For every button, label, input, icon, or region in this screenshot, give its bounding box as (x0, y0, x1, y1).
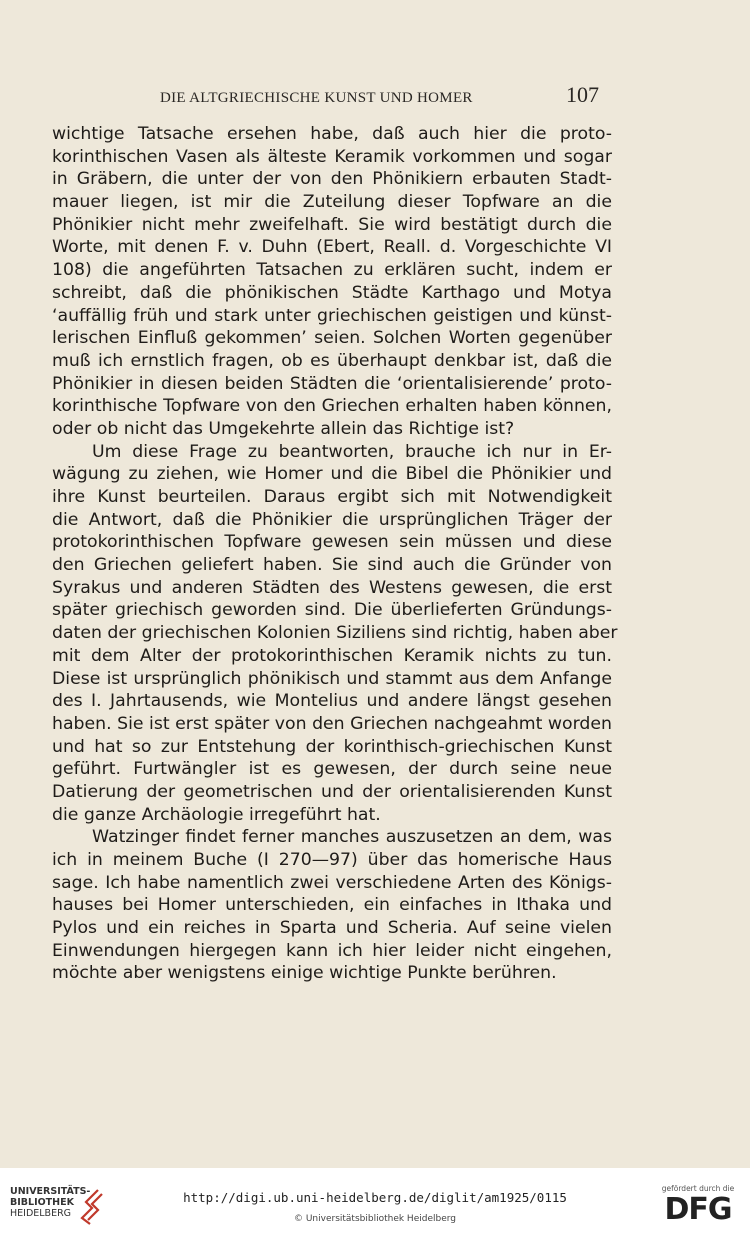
text-line: mauer liegen, ist mir die Zuteilung dieser Topfware an die (52, 192, 612, 213)
text-line: korinthische Topfware von den Griechen erhalten haben können, (52, 396, 612, 417)
text-line: protokorinthischen Topfware gewesen sein müssen und diese (52, 532, 612, 553)
text-line: daten der griechischen Kolonien Siziliens sind richtig, haben aber (52, 623, 618, 644)
text-line: in Gräbern, die unter der von den Phönikiern erbauten Stadt- (52, 169, 612, 190)
text-line: des I. Jahrtausends, wie Montelius und andere längst gesehen (52, 691, 612, 712)
text-line: wichtige Tatsache ersehen habe, daß auch hier die proto- (52, 124, 612, 144)
text-line: Syrakus und anderen Städten des Westens gewesen, die erst (52, 577, 612, 598)
text-line: geführt. Furtwängler ist es gewesen, der durch seine neue (52, 759, 612, 780)
library-name-line2: BIBLIOTHEK (10, 1197, 74, 1208)
text-line: lerischen Einfluß gekommen’ seien. Solchen Worten gegenüber (52, 328, 612, 349)
text-line: die Antwort, daß die Phönikier die ursprünglichen Träger der (52, 509, 612, 530)
text-line: ‘auffällig früh und stark unter griechischen geistigen und künst- (52, 305, 612, 326)
text-line: oder ob nicht das Umgekehrte allein das Richtige ist? (52, 418, 515, 439)
text-line: Datierung der geometrischen und der orientalisierenden Kunst (52, 781, 612, 802)
copyright-notice: © Universitätsbibliothek Heidelberg (293, 1214, 456, 1224)
text-line: mit dem Alter der protokorinthischen Keramik nichts zu tun. (52, 645, 612, 666)
text-line: Phönikier in diesen beiden Städten die ‘orientalisierende’ proto- (52, 373, 612, 394)
dfg-logo[interactable] (660, 1184, 736, 1230)
text-line: 108) die angeführten Tatsachen zu erklären sucht, indem er (52, 260, 612, 281)
text-line: muß ich ernstlich fragen, ob es überhaupt denkbar ist, daß die (52, 350, 612, 371)
library-name-line1: UNIVERSITÄTS- (10, 1186, 91, 1197)
text-line: schreibt, daß die phönikischen Städte Karthago und Motya (52, 282, 612, 303)
text-line: wägung zu ziehen, wie Homer und die Bibel die Phönikier und (52, 464, 612, 485)
footer-bar (0, 1168, 750, 1234)
text-line: ihre Kunst beurteilen. Daraus ergibt sich mit Notwendigkeit (52, 487, 612, 507)
text-line: Einwendungen hiergegen kann ich hier leider nicht eingehen, (52, 940, 612, 961)
library-name-line3: HEIDELBERG (10, 1208, 72, 1219)
text-line: hauses bei Homer unterschieden, ein einfaches in Ithaka und (52, 895, 612, 916)
text-line: Watzinger findet ferner manches auszusetzen an dem, was (92, 827, 612, 848)
text-line: ich in meinem Buche (I 270—97) über das homerische Haus (52, 850, 612, 870)
body-text (52, 123, 618, 985)
text-line: sage. Ich habe namentlich zwei verschiedene Arten des Königs- (52, 872, 612, 893)
text-line: Um diese Frage zu beantworten, brauche ich nur in Er- (92, 441, 612, 462)
text-line: später griechisch geworden sind. Die überlieferten Gründungs- (52, 600, 612, 621)
text-line: Worte, mit denen F. v. Duhn (Ebert, Reall. d. Vorgeschichte VI (52, 237, 612, 258)
text-line: und hat so zur Entstehung der korinthisch-griechischen Kunst (52, 736, 612, 757)
permalink-url[interactable]: http://digi.ub.uni-heidelberg.de/diglit/am1925/0115 (183, 1190, 567, 1205)
text-line: Diese ist ursprünglich phönikisch und stammt aus dem Anfange (52, 668, 612, 689)
text-line: haben. Sie ist erst später von den Griechen nachgeahmt worden (52, 713, 612, 734)
running-title: DIE ALTGRIECHISCHE KUNST UND HOMER (160, 90, 473, 106)
page-number: 107 (566, 82, 599, 107)
dfg-caption: gefördert durch die (661, 1184, 735, 1193)
dfg-wordmark: DFG (664, 1192, 732, 1227)
text-line: die ganze Archäologie irregeführt hat. (52, 804, 381, 825)
text-line: Phönikier nicht mehr zweifelhaft. Sie wird bestätigt durch die (52, 214, 612, 235)
text-line: möchte aber wenigstens einige wichtige Punkte berühren. (52, 963, 557, 984)
text-line: korinthischen Vasen als älteste Keramik vorkommen und sogar (52, 146, 612, 167)
text-line: den Griechen geliefert haben. Sie sind auch die Gründer von (52, 555, 612, 576)
text-line: Pylos und ein reiches in Sparta und Scheria. Auf seine vielen (52, 918, 612, 939)
